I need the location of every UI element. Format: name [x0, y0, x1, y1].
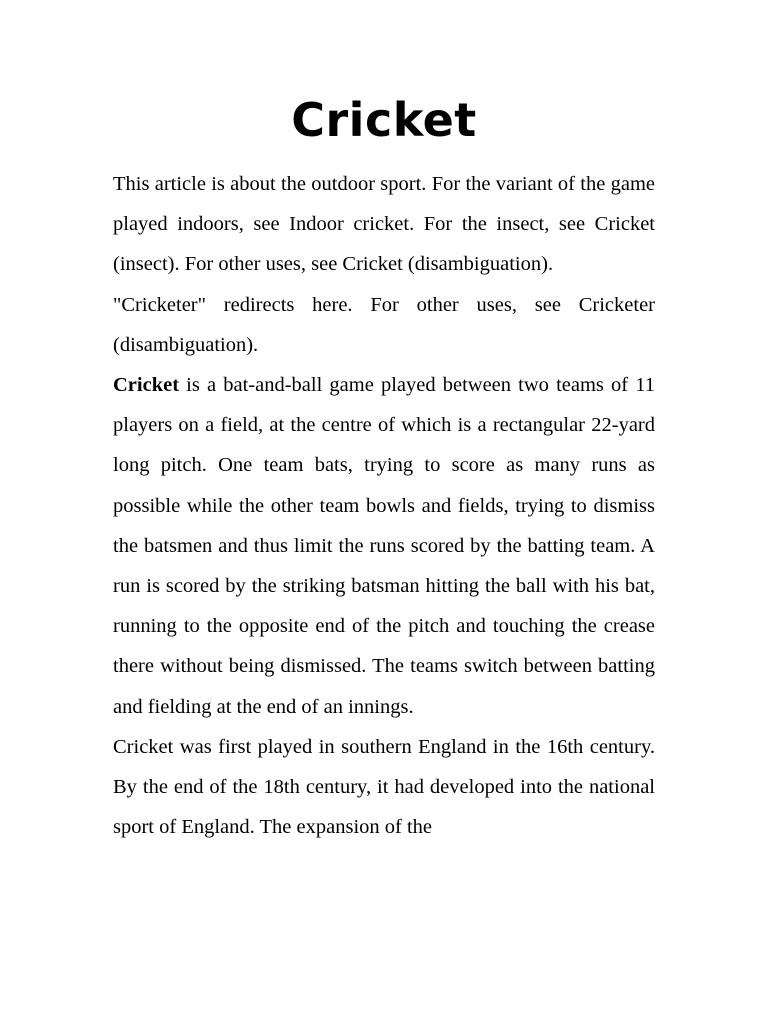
redirect-hatnote-paragraph: "Cricketer" redirects here. For other uses, see Cricketer (disambiguation).: [113, 293, 655, 356]
hatnote-paragraph: This article is about the outdoor sport. For the variant of the game played indoors, see Indoor cricket. For the insect, see Cricket (insect). For other uses, see Cricket (disambiguation).: [113, 173, 655, 276]
history-paragraph: Cricket was first played in southern England in the 16th century. By the end of the 18th century, it had developed into the national sport of England. The expansion of the: [113, 735, 655, 839]
document-page: [113, 90, 655, 847]
page-title: Cricket: [291, 93, 477, 147]
intro-paragraph: [113, 365, 655, 727]
intro-bold-term: Cricket: [113, 374, 180, 397]
intro-text: is a bat-and-ball game played between two teams of 11 players on a field, at the centre of which is a rectangular 22-yard long pitch. One team bats, trying to score as many runs as possible while the other team bowls and fields, trying to dismiss the batsmen and thus limit the runs scored by the batting team. A run is scored by the striking batsman hitting the ball with his bat, running to the opposite end of the pitch and touching the crease there without being dismissed. The teams switch between batting and fielding at the end of an innings.: [113, 374, 655, 718]
